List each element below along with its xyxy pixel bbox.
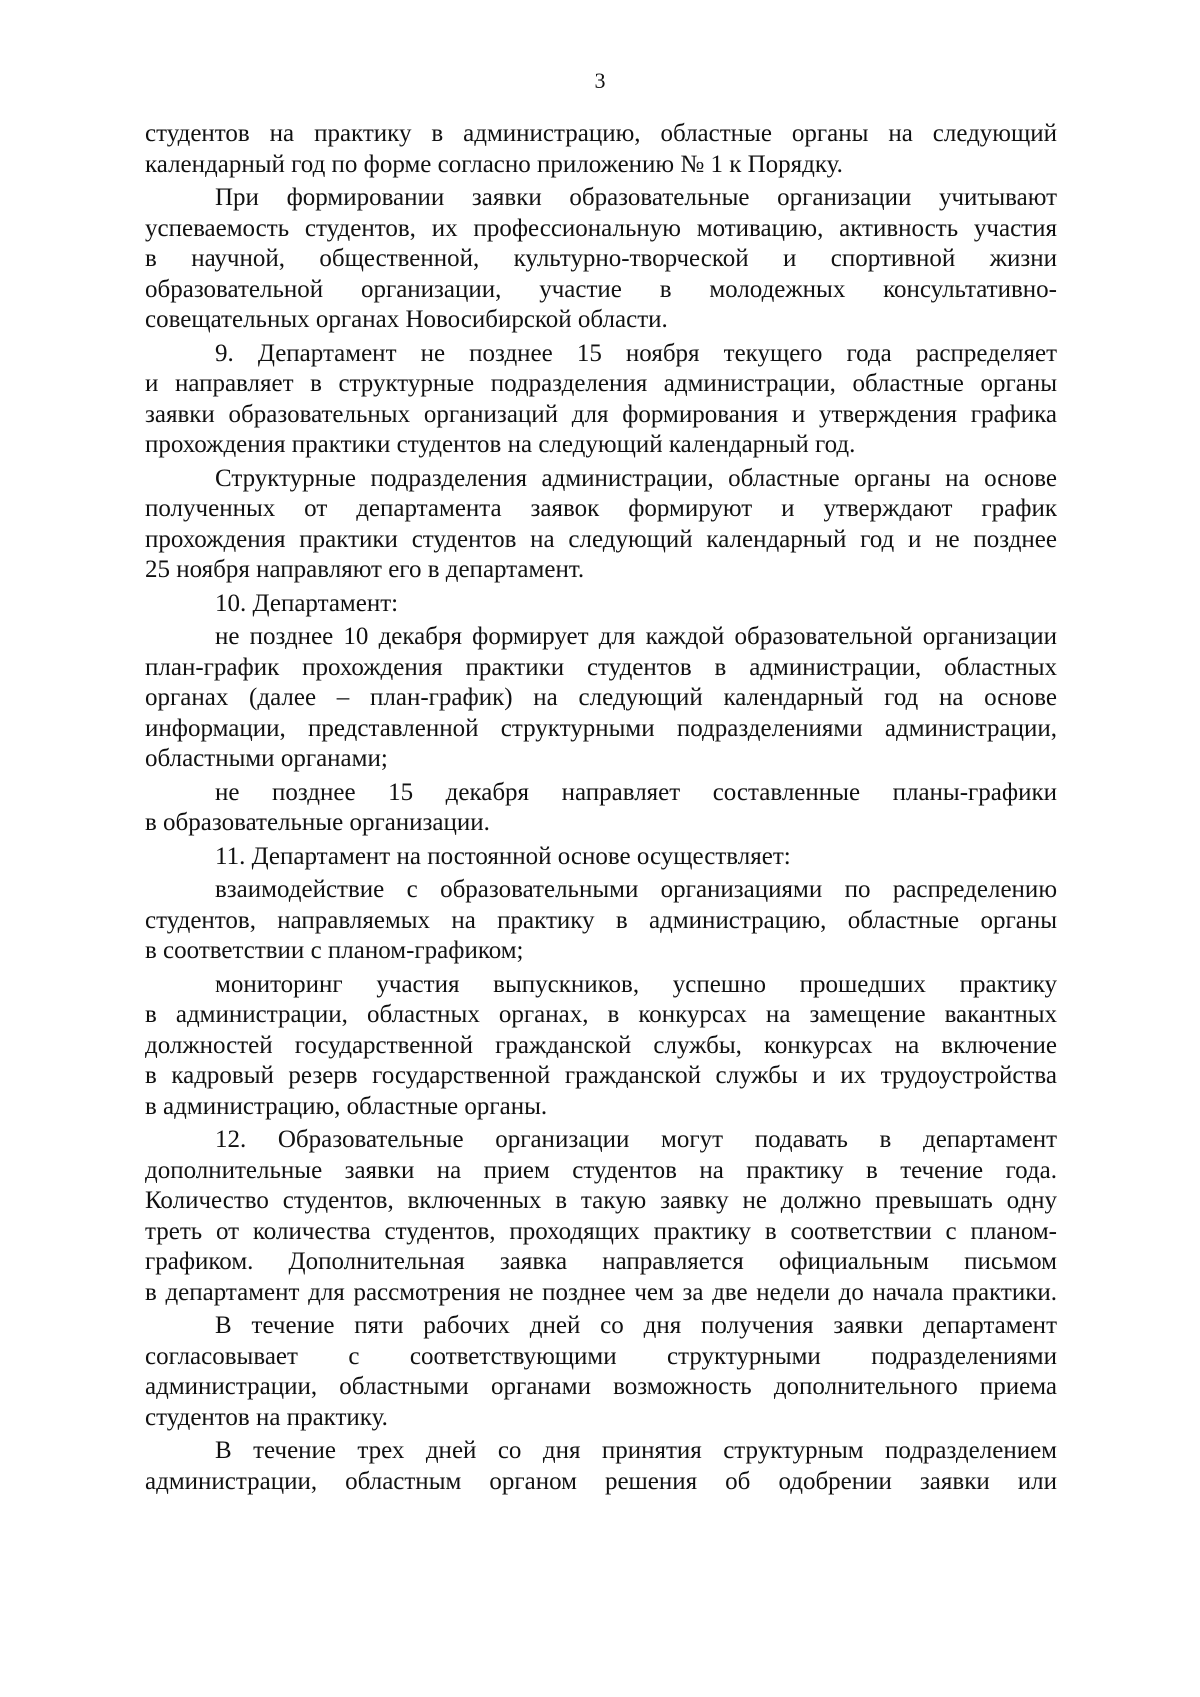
text-line: образовательной организации, участие в молодежных консультативно- — [145, 275, 1057, 303]
text-line: в научной, общественной, культурно-творческой и спортивной жизни — [145, 245, 1057, 272]
text-line: успеваемость студентов, их профессиональную мотивацию, активность участия — [145, 214, 1057, 242]
text-line: студентов, направляемых на практику в администрацию, областные органы — [145, 906, 1057, 934]
text-line: 9. Департамент не позднее 15 ноября текущего года распределяет — [215, 339, 1057, 367]
document-body — [145, 119, 1057, 1497]
text-line: треть от количества студентов, проходящих практику в соответствии с планом- — [145, 1217, 1057, 1245]
text-line: взаимодействие с образовательными организациями по распределению — [215, 876, 1057, 903]
text-line: дополнительные заявки на прием студентов на практику в течение года. — [145, 1156, 1057, 1184]
text-line: 11. Департамент на постоянной основе осуществляет: — [215, 842, 791, 870]
text-line: администрации, областными органами возможность дополнительного приема — [145, 1373, 1057, 1400]
text-line: мониторинг участия выпускников, успешно прошедших практику — [215, 970, 1057, 998]
text-line: не позднее 10 декабря формирует для каждой образовательной организации — [215, 623, 1057, 650]
text-line: и направляет в структурные подразделения администрации, областные органы — [145, 370, 1057, 397]
text-line: информации, представленной структурными подразделениями администрации, — [145, 714, 1057, 742]
text-line: прохождения практики студентов на следующий календарный год. — [145, 431, 856, 458]
text-line: областными органами; — [145, 745, 388, 772]
text-line: Количество студентов, включенных в такую заявку не должно превышать одну — [145, 1187, 1057, 1214]
text-line: в администрацию, областные органы. — [145, 1092, 548, 1120]
text-line: план-график прохождения практики студентов в администрации, областных — [145, 653, 1057, 681]
text-line: В течение пяти рабочих дней со дня получения заявки департамент — [215, 1312, 1057, 1339]
text-line: в администрации, областных органах, в конкурсах на замещение вакантных — [145, 1001, 1057, 1028]
text-line: полученных от департамента заявок формируют и утверждают график — [145, 495, 1057, 522]
text-line: В течение трех дней со дня принятия структурным подразделением — [215, 1437, 1057, 1464]
text-line: в кадровый резерв государственной гражданской службы и их трудоустройства — [145, 1062, 1057, 1089]
text-line: администрации, областным органом решения об одобрении заявки или — [145, 1467, 1057, 1495]
text-line: совещательных органах Новосибирской области. — [145, 306, 668, 333]
text-line: должностей государственной гражданской службы, конкурсах на включение — [145, 1031, 1057, 1059]
text-line: При формировании заявки образовательные организации учитывают — [215, 184, 1057, 211]
text-line: органах (далее – план-график) на следующий календарный год на основе — [145, 684, 1057, 711]
text-line: прохождения практики студентов на следующий календарный год и не позднее — [145, 525, 1057, 553]
text-line: 12. Образовательные организации могут подавать в департамент — [215, 1126, 1057, 1153]
text-line: заявки образовательных организаций для формирования и утверждения графика — [145, 400, 1057, 428]
text-line: студентов на практику. — [145, 1403, 388, 1431]
text-line: студентов на практику в администрацию, областные органы на следующий — [145, 120, 1057, 147]
text-line: 25 ноября направляют его в департамент. — [145, 556, 585, 583]
text-line: Структурные подразделения администрации, областные органы на основе — [215, 464, 1057, 492]
text-line: в образовательные организации. — [145, 809, 490, 836]
text-line: графиком. Дополнительная заявка направляется официальным письмом — [145, 1248, 1057, 1275]
text-line: календарный год по форме согласно приложению № 1 к Порядку. — [145, 150, 843, 178]
text-line: 10. Департамент: — [215, 589, 399, 617]
text-line: не позднее 15 декабря направляет составленные планы-графики — [215, 778, 1057, 806]
text-line: в департамент для рассмотрения не позднее чем за две недели до начала практики. — [145, 1278, 1057, 1306]
text-line: согласовывает с соответствующими структурными подразделениями — [145, 1342, 1057, 1370]
page-number: 3 — [594, 68, 606, 93]
text-line: в соответствии с планом-графиком; — [145, 937, 524, 964]
